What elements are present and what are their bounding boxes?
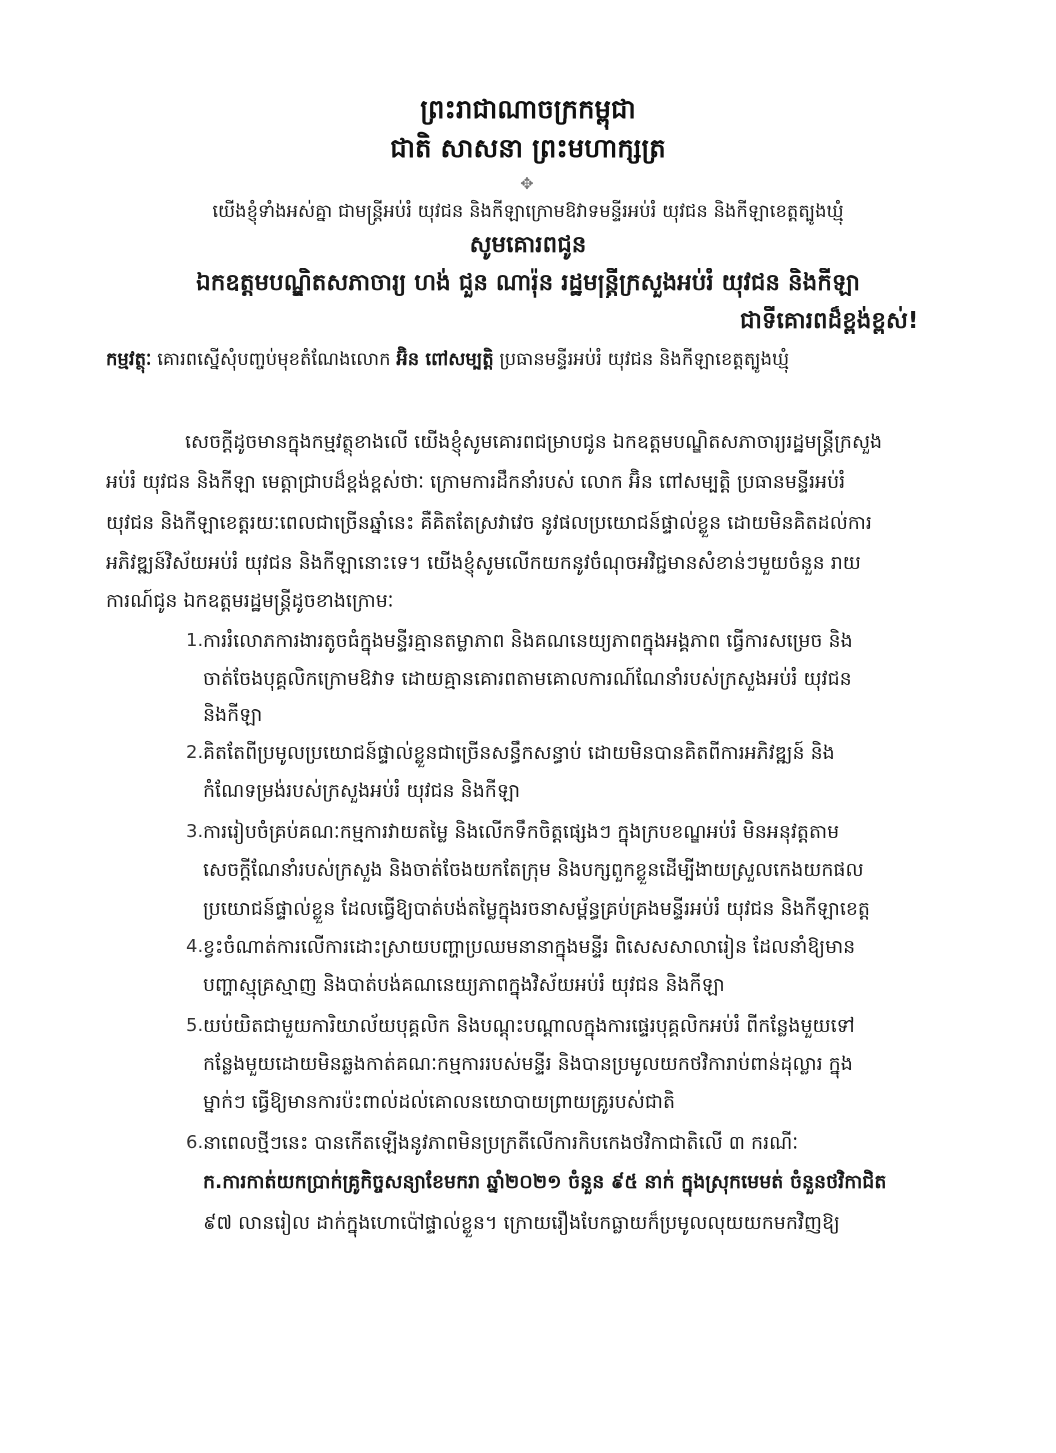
subject-name: អ៊ិន ពៅសម្បត្តិ [396, 349, 494, 370]
list-item-line: យប់យិតជាមួយការិយាល័យបុគ្គលិក និងបណ្ដុះបណ្ដាលក្នុងការផ្ទេរបុគ្គលិកអប់រំ ពីកន្លែងមួយទៅ [203, 1015, 855, 1037]
list-item-line: ៩៧ លានរៀល ដាក់ក្នុងហោប៉ៅផ្ទាល់ខ្លួន។ ក្រោយរឿងបែកធ្លាយក៏ប្រមូលលុយយកមកវិញឱ្យ [203, 1212, 840, 1234]
list-item-line: កំណែទម្រង់របស់ក្រសួងអប់រំ យុវជន និងកីឡា [203, 780, 521, 802]
intro-line: អប់រំ យុវជន និងកីឡា មេត្តាជ្រាបដ៏ខ្ពង់ខ្ពស់ថាៈ ក្រោមការដឹកនាំរបស់ លោក អ៊ិន ពៅសម្បត្តិ ប្រធានមន្ទីរអប់រំ [106, 471, 846, 493]
intro-line: យុវជន និងកីឡាខេត្តរយៈពេលជាច្រើនឆ្នាំនេះ គឺគិតតែស្រវាវេច នូវផលប្រយោជន៍ផ្ទាល់ខ្លួន ដោយមិនគិតដល់ការ [106, 512, 872, 534]
subject-line [106, 345, 986, 375]
recipient-suffix: ជាទីគោរពដ៏ខ្ពង់ខ្ពស់! [740, 308, 919, 334]
respectfully-to: សូមគោរពជូន [469, 232, 587, 258]
recipient-line: ឯកឧត្តមបណ្ឌិតសភាចារ្យ ហង់ ជួន ណារ៉ុន រដ្ឋមន្ត្រីក្រសួងអប់រំ យុវជន និងកីឡា [196, 270, 860, 296]
ornament-divider-icon: ✥ [520, 174, 536, 193]
list-item-line: ក.ការកាត់យកប្រាក់គ្រូកិច្ចសន្យាខែមករា ឆ្នាំ២០២១ ចំនួន ៩៥ នាក់ ក្នុងស្រុកមេមត់ ចំនួនថវិកាជិត [203, 1171, 887, 1193]
list-item-line: ការរៀបចំគ្រប់គណៈកម្មការវាយតម្លៃ និងលើកទឹកចិត្តផ្សេងៗ ក្នុងក្របខណ្ឌអប់រំ មិនអនុវត្តតាម [203, 821, 840, 843]
list-item-number: 2. [186, 742, 204, 763]
list-item-line: គិតតែពីប្រមូលប្រយោជន៍ផ្ទាល់ខ្លួនជាច្រើនសន្ធឹកសន្ធាប់ ដោយមិនបានគិតពីការអភិវឌ្ឍន៍ និង [203, 742, 835, 764]
subject-text-before: គោរពស្នើសុំបញ្ចប់មុខតំណែងលោក [157, 349, 391, 370]
sender-line: យើងខ្ញុំទាំងអស់គ្នា ជាមន្ត្រីអប់រំ យុវជន និងកីឡាក្រោមឱវាទមន្ទីរអប់រំ យុវជន និងកីឡាខេត្តត្បូងឃ្មុំ [212, 201, 844, 222]
list-item-line: បញ្ហាស្មុគ្រស្មាញ និងបាត់បង់គណនេយ្យភាពក្នុងវិស័យអប់រំ យុវជន និងកីឡា [203, 974, 725, 996]
kingdom-heading: ព្រះរាជាណាចក្រកម្ពុជា [420, 95, 636, 125]
list-item-line: សេចក្ដីណែនាំរបស់ក្រសួង និងចាត់ចែងយកតែក្រុម និងបក្សពួកខ្លួនដើម្បីងាយស្រួលកេងយកផល [203, 859, 864, 881]
list-item-line: ការរំលោភការងារតូចធំក្នុងមន្ទីរគ្មានតម្លាភាព និងគណនេយ្យភាពក្នុងអង្គភាព ធ្វើការសម្រេច និង [203, 630, 853, 652]
list-item-line: កន្លែងមួយដោយមិនឆ្លងកាត់គណៈកម្មការរបស់មន្ទីរ និងបានប្រមូលយកថវិការាប់ពាន់ដុល្លារ ក្នុង [203, 1053, 853, 1075]
list-item-number: 4. [186, 936, 204, 957]
list-item-line: ម្នាក់ៗ ធ្វើឱ្យមានការប៉ះពាល់ដល់គោលនយោបាយព្រាយគ្រូរបស់ជាតិ [203, 1091, 676, 1113]
list-item-number: 5. [186, 1015, 204, 1036]
list-item-number: 3. [186, 821, 204, 842]
list-item-line: ចាត់ចែងបុគ្គលិកក្រោមឱវាទ ដោយគ្មានគោរពតាមគោលការណ៍ណែនាំរបស់ក្រសួងអប់រំ យុវជន [203, 668, 852, 690]
intro-line: អភិវឌ្ឍន៍វិស័យអប់រំ យុវជន និងកីឡានោះទេ។ យើងខ្ញុំសូមលើកយកនូវចំណុចអវិជ្ជមានសំខាន់ៗមួយចំនួន រាយ [106, 552, 861, 574]
list-item-line: ប្រយោជន៍ផ្ទាល់ខ្លួន ដែលធ្វើឱ្យបាត់បង់តម្លៃក្នុងរចនាសម្ព័ន្ធគ្រប់គ្រងមន្ទីរអប់រំ យុវជន និងកីឡាខេត្ត [203, 898, 870, 920]
list-item-line: និងកីឡា [203, 704, 263, 726]
subject-label: កម្មវត្ថុៈ [106, 349, 152, 370]
list-item-line: ខ្វះចំណាត់ការលើការដោះស្រាយបញ្ហាប្រឈមនានាក្នុងមន្ទីរ ពិសេសសាលារៀន ដែលនាំឱ្យមាន [203, 936, 856, 958]
motto-heading: ជាតិ សាសនា ព្រះមហាក្សត្រ [390, 134, 666, 164]
list-item-number: 6. [186, 1132, 204, 1153]
list-item-number: 1. [186, 630, 204, 651]
intro-line: ការណ៍ជូន ឯកឧត្តមរដ្ឋមន្ត្រីដូចខាងក្រោមៈ [106, 590, 394, 612]
list-item-line: នាពេលថ្មីៗនេះ បានកើតឡើងនូវភាពមិនប្រក្រតីលើការកិបកេងថវិកាជាតិលើ ៣ ករណីៈ [203, 1132, 799, 1154]
intro-line: សេចក្ដីដូចមានក្នុងកម្មវត្ថុខាងលើ យើងខ្ញុំសូមគោរពជម្រាបជូន ឯកឧត្តមបណ្ឌិតសភាចារ្យរដ្ឋមន្ត្រីក្រសួង [185, 431, 883, 453]
subject-text-after: ប្រធានមន្ទីរអប់រំ យុវជន និងកីឡាខេត្តត្បូងឃ្មុំ [499, 349, 790, 370]
